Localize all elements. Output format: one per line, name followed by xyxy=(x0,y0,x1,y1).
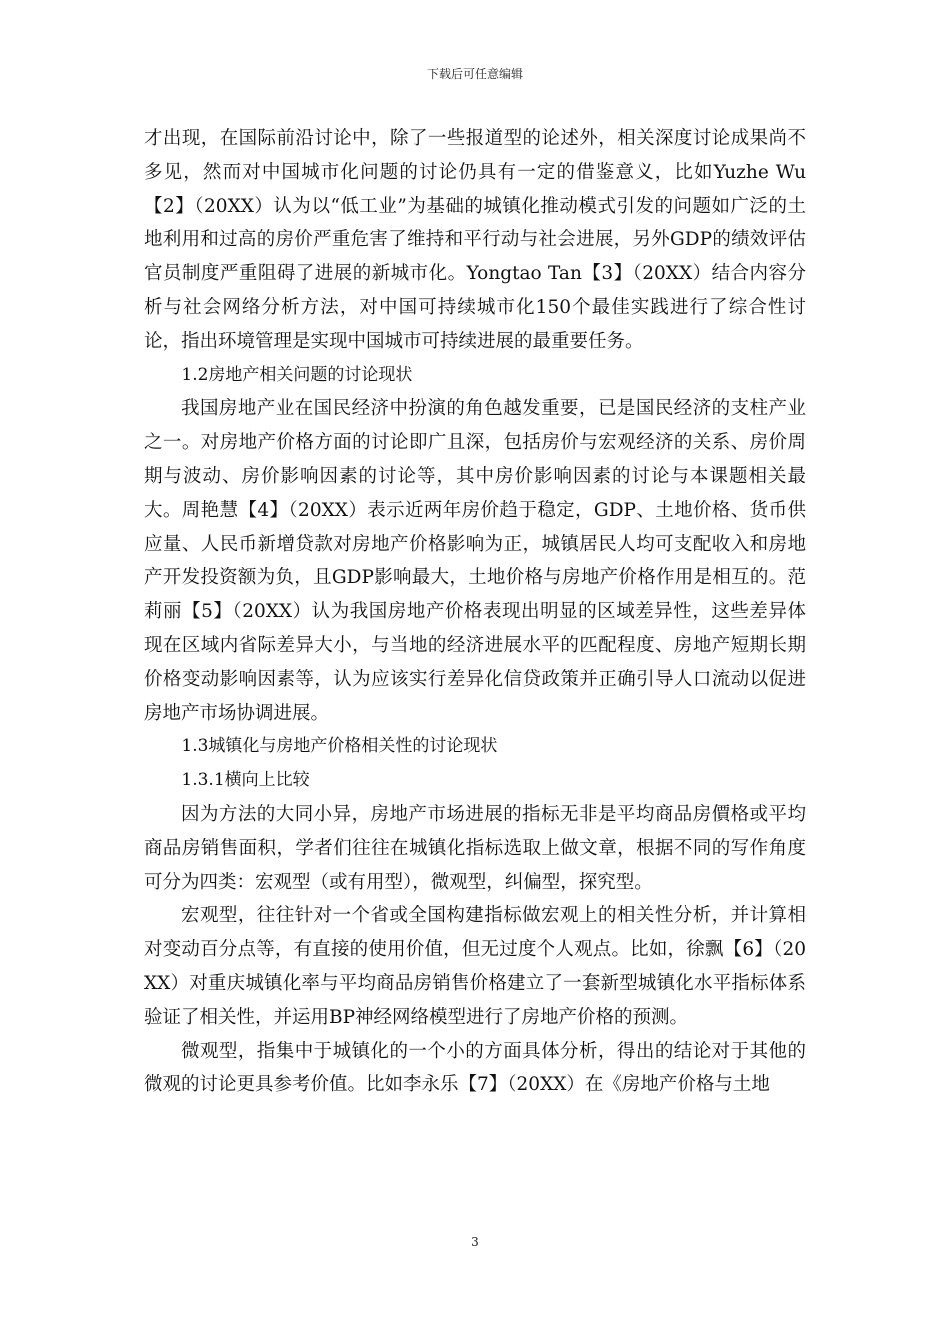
paragraph-3: 因为方法的大同小异，房地产市场进展的指标无非是平均商品房價格或平均商品房销售面积，学者们往往在城镇化指标选取上做文章，根据不同的写作角度可分为四类：宏观型（或有用型），微观型，纠偏型，探究型。 xyxy=(144,803,806,893)
paragraph-2: 我国房地产业在国民经济中扮演的角色越发重要，已是国民经济的支柱产业之一。对房地产价格方面的讨论即广且深，包括房价与宏观经济的关系、房价周期与波动、房价影响因素的讨论等，其中房价影响因素的讨论与本课题相关最大。周艳慧【4】（20XX）表示近两年房价趋于稳定，GDP、土地价格、货币供应量、人民币新增贷款对房地产价格影响为正，城镇居民人均可支配收入和房地产开发投资额为负，且GDP影响最大，土地价格与房地产价格作用是相互的。范莉丽【5】（20XX）认为我国房地产价格表现出明显的区域差异性，这些差异体现在区域内省际差异大小，与当地的经济进展水平的匹配程度、房地产短期长期价格变动影响因素等，认为应该实行差异化信贷政策并正确引导人口流动以促进房地产市场协调进展。 xyxy=(144,398,806,724)
page-number: 3 xyxy=(471,1235,479,1249)
paragraph-4: 宏观型，往往针对一个省或全国构建指标做宏观上的相关性分析，并计算相对变动百分点等，有直接的使用价值，但无过度个人观点。比如，徐飘【6】（20XX）对重庆城镇化率与平均商品房销售价格建立了一套新型城镇化水平指标体系验证了相关性，并运用BP神经网络模型进行了房地产价格的预测。 xyxy=(144,905,806,1028)
section-heading-1-3: 1.3城镇化与房地产价格相关性的讨论现状 xyxy=(181,736,498,757)
paragraph-1: 才出现，在国际前沿讨论中，除了一些报道型的论述外，相关深度讨论成果尚不多见，然而对中国城市化问题的讨论仍具有一定的借鉴意义，比如Yuzhe Wu【2】（20XX）认为以“低工业”为基础的城镇化推动模式引发的问题如广泛的土地利用和过高的房价严重危害了维持和平行动与社会进展，另外GDP的绩效评估官员制度严重阻碍了进展的新城市化。Yongtao Tan【3】（20XX）结合内容分析与社会网络分析方法，对中国可持续城市化150个最佳实践进行了综合性讨论，指出环境管理是实现中国城市可持续进展的最重要任务。 xyxy=(144,128,806,352)
page-header: 下载后可任意编辑 xyxy=(426,67,523,81)
document-body xyxy=(144,122,806,1102)
paragraph-5: 微观型，指集中于城镇化的一个小的方面具体分析，得出的结论对于其他的微观的讨论更具参考价值。比如李永乐【7】（20XX）在《房地产价格与土地 xyxy=(144,1040,806,1096)
section-heading-1-2: 1.2房地产相关问题的讨论现状 xyxy=(181,364,413,385)
section-heading-1-3-1: 1.3.1横向上比较 xyxy=(181,770,310,791)
